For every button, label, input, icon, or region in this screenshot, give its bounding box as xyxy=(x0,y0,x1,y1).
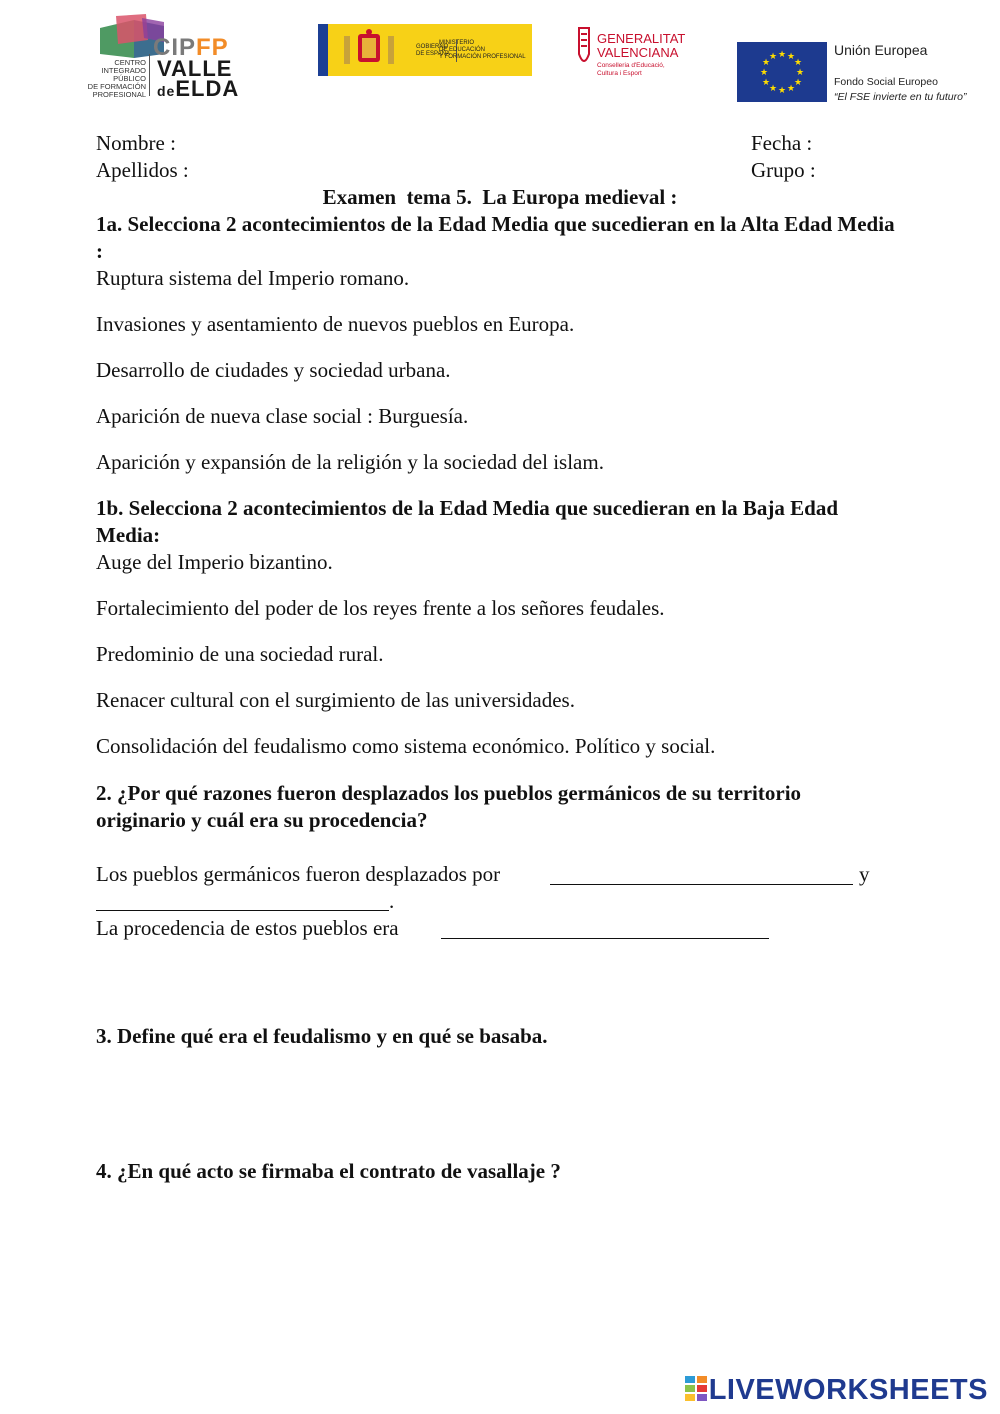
apellidos-label[interactable]: Apellidos : xyxy=(96,158,189,182)
q2-connector: y xyxy=(859,862,870,886)
gva-line1: GENERALITAT xyxy=(597,31,686,46)
q2-line2-end: . xyxy=(389,889,395,913)
q1b-option-5[interactable]: Consolidación del feudalismo como sistema económico. Político y social. xyxy=(96,734,716,758)
q2-line3-text: La procedencia de estos pueblos era xyxy=(96,916,399,940)
eu-slogan: “El FSE invierte en tu futuro” xyxy=(834,91,967,103)
gva-emblem-icon xyxy=(576,24,592,72)
cipfp-elda: deELDA xyxy=(157,76,240,101)
gobierno-espana-logo xyxy=(318,24,532,76)
eu-fund: Fondo Social Europeo xyxy=(834,76,938,88)
escudo-icon xyxy=(336,28,402,72)
q1a-option-5[interactable]: Aparición y expansión de la religión y la sociedad del islam. xyxy=(96,450,604,474)
cipfp-valle-elda-logo xyxy=(80,12,275,101)
q2-prompt: 2. ¿Por qué razones fueron desplazados los pueblos germánicos de su territorio originario y cuál era su procedencia? xyxy=(96,781,802,832)
q1a-option-4[interactable]: Aparición de nueva clase social : Burguesía. xyxy=(96,404,469,428)
q1a-option-1[interactable]: Ruptura sistema del Imperio romano. xyxy=(96,266,410,290)
q2-blank-2[interactable] xyxy=(96,910,389,911)
svg-text:★: ★ xyxy=(777,86,787,96)
grupo-label[interactable]: Grupo : xyxy=(751,158,816,182)
svg-text:★: ★ xyxy=(759,68,769,78)
svg-text:★: ★ xyxy=(786,52,796,62)
q2-line1-text: Los pueblos germánicos fueron desplazados por xyxy=(96,862,501,886)
svg-text:★: ★ xyxy=(786,84,796,94)
svg-text:★: ★ xyxy=(768,84,778,94)
q1b-option-1[interactable]: Auge del Imperio bizantino. xyxy=(96,550,333,574)
gva-line4: Cultura i Esport xyxy=(597,70,642,77)
svg-text:★: ★ xyxy=(795,68,805,78)
liveworksheets-blocks-icon xyxy=(685,1376,707,1402)
q4-prompt: 4. ¿En qué acto se firmaba el contrato de vasallaje ? xyxy=(96,1159,561,1183)
svg-text:★: ★ xyxy=(793,78,803,88)
cipfp-wordmark: CIPFP xyxy=(153,34,229,61)
q1b-option-4[interactable]: Renacer cultural con el surgimiento de las universidades. xyxy=(96,688,575,712)
svg-text:★: ★ xyxy=(761,58,771,68)
svg-text:★: ★ xyxy=(761,78,771,88)
svg-text:★: ★ xyxy=(793,58,803,68)
cipfp-small-text: CENTRO INTEGRADO PÚBLICO DE FORMACIÓN PROFESIONAL xyxy=(87,58,146,99)
exam-title: Examen tema 5. La Europa medieval : xyxy=(322,185,678,209)
svg-text:★: ★ xyxy=(777,50,787,60)
q1a-prompt: 1a. Selecciona 2 acontecimientos de la Edad Media que sucedieran en la Alta Edad Media : xyxy=(96,212,895,263)
gobierno-text: GOBIERNO DE ESPAÑA xyxy=(416,44,450,57)
gva-line3: Conselleria d'Educació, xyxy=(597,62,665,69)
q1b-option-3[interactable]: Predominio de una sociedad rural. xyxy=(96,642,384,666)
fecha-label[interactable]: Fecha : xyxy=(751,131,813,155)
ministerio-text: MINISTERIO DE EDUCACIÓN Y FORMACIÓN PROFESIONAL xyxy=(439,40,526,60)
eu-title: Unión Europea xyxy=(834,42,928,58)
q2-blank-3[interactable] xyxy=(441,938,769,939)
q1a-option-2[interactable]: Invasiones y asentamiento de nuevos pueblos en Europa. xyxy=(96,312,575,336)
eu-flag-icon xyxy=(737,42,827,102)
cipfp-divider xyxy=(149,54,150,96)
q2-blank-1[interactable] xyxy=(550,884,853,885)
gva-line2: VALENCIANA xyxy=(597,45,679,60)
q3-prompt: 3. Define qué era el feudalismo y en qué se basaba. xyxy=(96,1024,548,1048)
generalitat-valenciana-logo xyxy=(576,24,686,80)
cipfp-valle: VALLE xyxy=(157,56,233,81)
gobierno-stripe xyxy=(318,24,328,76)
q1a-option-3[interactable]: Desarrollo de ciudades y sociedad urbana. xyxy=(96,358,451,382)
svg-text:★: ★ xyxy=(768,52,778,62)
nombre-label[interactable]: Nombre : xyxy=(96,131,176,155)
q1b-prompt: 1b. Selecciona 2 acontecimientos de la Edad Media que sucedieran en la Baja Edad Media: xyxy=(96,496,839,547)
q1b-option-2[interactable]: Fortalecimiento del poder de los reyes frente a los señores feudales. xyxy=(96,596,665,620)
liveworksheets-logo: LIVEWORKSHEETS xyxy=(685,1374,988,1407)
union-europea-logo xyxy=(737,40,987,106)
